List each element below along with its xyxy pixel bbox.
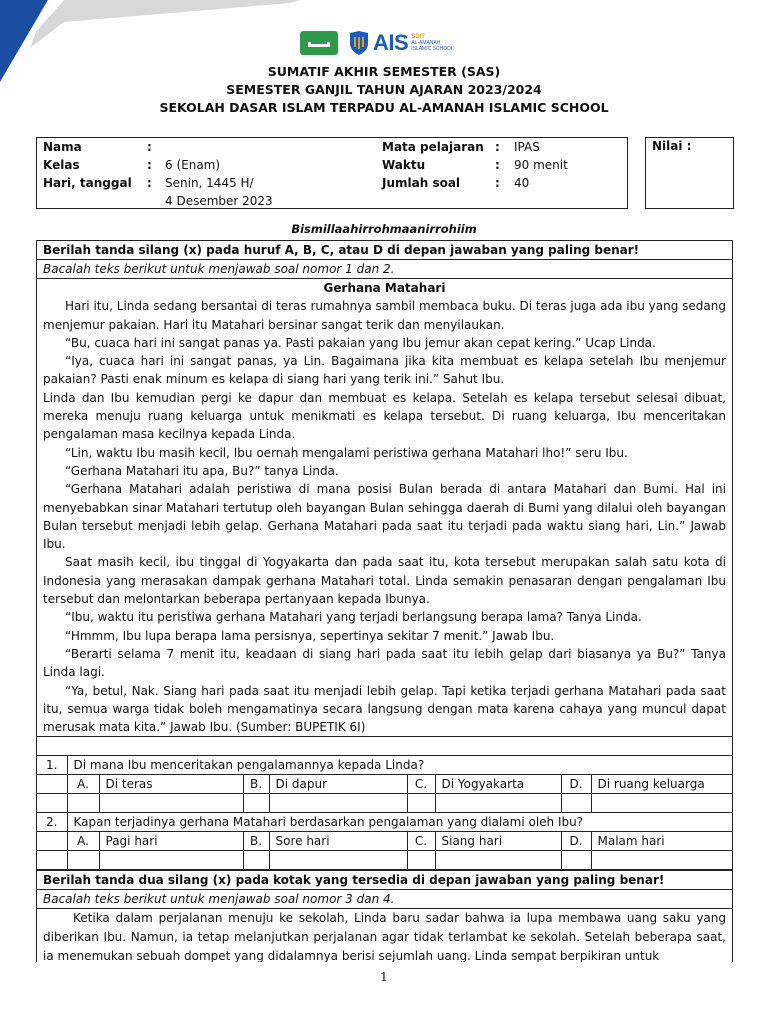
student-info-box <box>36 137 628 209</box>
story-paragraph: “Ibu, waktu itu peristiwa gerhana Matahari yang terjadi berlangsung berapa lama? Tanya Linda. <box>65 610 642 625</box>
nilai-box <box>645 137 734 209</box>
mapel-value: IPAS <box>514 140 540 154</box>
bismillah: Bismillaahirrohmaanirrohiim <box>291 222 477 236</box>
waktu-label: Waktu <box>382 158 426 172</box>
reading-note-1: Bacalah teks berikut untuk menjawab soal nomor 1 dan 2. <box>37 260 732 279</box>
blank-row <box>37 851 732 870</box>
jumlah-colon: : <box>495 176 500 190</box>
option-text[interactable]: Di teras <box>99 775 243 794</box>
question-row <box>37 756 732 775</box>
page-number: 1 <box>380 970 388 984</box>
answer-options-row <box>37 832 732 851</box>
option-letter[interactable]: A. <box>67 832 99 851</box>
waktu-value: 90 menit <box>514 158 568 172</box>
question-block <box>37 756 732 871</box>
option-letter[interactable]: B. <box>243 832 269 851</box>
hari-value-1: Senin, 1445 H/ <box>165 176 254 190</box>
hari-colon: : <box>147 176 152 190</box>
option-letter[interactable]: D. <box>561 775 591 794</box>
header-logos <box>300 30 454 56</box>
story-paragraph: Ketika dalam perjalanan menuju ke sekolah, Linda baru sadar bahwa ia lupa membawa uang saku yang diberikan Ibu. Namun, ia tetap melanjutkan perjalanan agar tidak terlambat ke sekolah. Setelah beberapa saat, ia menemukan sebuah dompet yang didalamnya berisi sejumlah uang. Linda sempat berpikiran untuk <box>43 911 726 963</box>
kelas-value: 6 (Enam) <box>165 158 221 172</box>
nama-colon: : <box>147 140 152 154</box>
option-text[interactable]: Di Yogyakarta <box>435 775 561 794</box>
mapel-colon: : <box>495 140 500 154</box>
option-letter[interactable]: D. <box>561 832 591 851</box>
option-letter[interactable]: C. <box>407 832 435 851</box>
story-paragraph: “Berarti selama 7 menit itu, keadaan di siang hari pada saat itu lebih gelap dari biasanya ya Bu?” Tanya Linda lagi. <box>43 646 726 680</box>
question-text: Di mana Ibu menceritakan pengalamannya kepada Linda? <box>67 756 732 775</box>
option-text[interactable]: Pagi hari <box>99 832 243 851</box>
ais-logo-subtitle: SDIT AL-AMANAH ISLAMIC SCHOOL <box>411 34 454 52</box>
story-paragraph: “Gerhana Matahari adalah peristiwa di mana posisi Bulan berada di antara Matahari dan Bumi. Hal ini menyebabkan sinar Matahari tertutup oleh bayangan Bulan sehingga daerah di Bumi yang dilalui oleh bayangan Bulan tersebut menjadi lebih gelap. Gerhana Matahari pada saat itu terjadi pada waktu siang hari, Lin.” Jawab Ibu. <box>43 482 726 552</box>
option-text[interactable]: Sore hari <box>269 832 407 851</box>
story-paragraph: “Hmmm, Ibu lupa berapa lama persisnya, sepertinya sekitar 7 menit.” Jawab Ibu. <box>65 628 555 643</box>
option-text[interactable]: Malam hari <box>591 832 732 851</box>
story-paragraph: Saat masih kecil, ibu tinggal di Yogyakarta dan pada saat itu, kota tersebut merupakan salah satu kota di Indonesia yang merasakan dampak gerhana Matahari total. Linda semakin penasaran dengan pengalaman Ibu tersebut dan melontarkan beberapa pertanyaan kepada Ibunya. <box>43 555 726 607</box>
blank-row <box>37 737 732 756</box>
question-number: 1. <box>37 756 67 775</box>
story-paragraph: “Bu, cuaca hari ini sangat panas ya. Pasti pakaian yang Ibu jemur akan cepat kering.” Ucap Linda. <box>65 335 656 350</box>
green-logo-icon <box>300 31 338 55</box>
story-paragraph: “Gerhana Matahari itu apa, Bu?” tanya Linda. <box>65 463 339 478</box>
story-gerhana <box>37 279 732 737</box>
option-text[interactable]: Di ruang keluarga <box>591 775 732 794</box>
hari-value-2: 4 Desember 2023 <box>165 194 273 208</box>
blank-row <box>37 794 732 813</box>
answer-options-row <box>37 775 732 794</box>
option-text[interactable]: Siang hari <box>435 832 561 851</box>
option-letter[interactable]: A. <box>67 775 99 794</box>
story-paragraph: Linda dan Ibu kemudian pergi ke dapur dan membuat es kelapa. Setelah es kelapa tersebut selesai dibuat, mereka menuju ruang keluarga untuk menikmati es kelapa tersebut. Di ruang keluarga, Ibu menceritakan pengalaman masa kecilnya kepada Linda. <box>43 390 726 442</box>
title-line-1: SUMATIF AKHIR SEMESTER (SAS) <box>267 64 501 79</box>
story-paragraph: “Iya, cuaca hari ini sangat panas, ya Lin. Bagaimana jika kita membuat es kelapa setelah Ibu menjemur pakaian? Pasti enak minum es kelapa di siang hari yang terik ini.” Sahut Ibu. <box>43 354 726 387</box>
kelas-label: Kelas <box>43 158 80 172</box>
ais-logo <box>348 30 454 56</box>
mapel-label: Mata pelajaran <box>382 140 484 154</box>
jumlah-value: 40 <box>514 176 530 190</box>
instruction-2: Berilah tanda dua silang (x) pada kotak yang tersedia di depan jawaban yang paling benar! <box>37 871 732 890</box>
question-number: 2. <box>37 813 67 832</box>
option-letter[interactable]: C. <box>407 775 435 794</box>
jumlah-label: Jumlah soal <box>382 176 461 190</box>
story-dompet <box>37 909 732 962</box>
title-line-3: SEKOLAH DASAR ISLAM TERPADU AL-AMANAH ISLAMIC SCHOOL <box>159 100 609 115</box>
nilai-label: Nilai : <box>652 139 692 153</box>
story-paragraph: “Ya, betul, Nak. Siang hari pada saat itu menjadi lebih gelap. Tapi ketika terjadi gerhana Matahari pada saat itu, semua warga tidak boleh mengamatinya secara langsung dengan mata karena cahaya yang muncul dapat merusak mata kita.” Jawab Ibu. (Sumber: BUPETIK 6I) <box>43 683 726 735</box>
nama-label: Nama <box>43 140 82 154</box>
story-paragraph: “Lin, waktu Ibu masih kecil, Ibu oernah mengalami peristiwa gerhana Matahari lho!” seru Ibu. <box>65 445 628 460</box>
story-title: Gerhana Matahari <box>323 281 446 295</box>
kelas-colon: : <box>147 158 152 172</box>
ais-logo-text: AIS <box>373 30 409 55</box>
option-text[interactable]: Di dapur <box>269 775 407 794</box>
option-letter[interactable]: B. <box>243 775 269 794</box>
shield-icon <box>348 31 370 55</box>
story-paragraph: Hari itu, Linda sedang bersantai di teras rumahnya sambil membaca buku. Di teras juga ada ibu yang sedang menjemur pakaian. Hari itu Matahari bersinar sangat terik dan menyilaukan. <box>43 299 726 332</box>
reading-note-2: Bacalah teks berikut untuk menjawab soal nomor 3 dan 4. <box>37 890 732 909</box>
exam-content <box>36 240 733 962</box>
question-text: Kapan terjadinya gerhana Matahari berdasarkan pengalaman yang dialami oleh Ibu? <box>67 813 732 832</box>
instruction-1: Berilah tanda silang (x) pada huruf A, B, C, atau D di depan jawaban yang paling benar! <box>37 241 732 260</box>
waktu-colon: : <box>495 158 500 172</box>
title-line-2: SEMESTER GANJIL TAHUN AJARAN 2023/2024 <box>226 82 542 97</box>
hari-label: Hari, tanggal <box>43 176 132 190</box>
document-titles <box>0 63 768 117</box>
question-row <box>37 813 732 832</box>
